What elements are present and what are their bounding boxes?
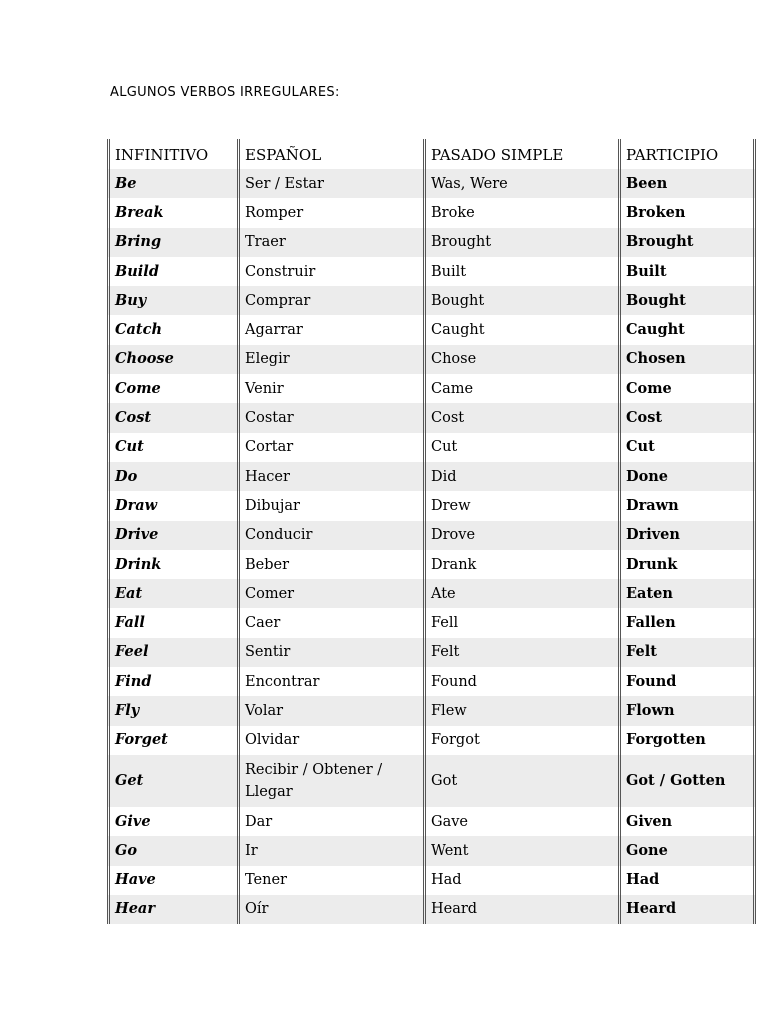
cell-participio: Chosen: [618, 345, 756, 374]
cell-participio: Eaten: [618, 579, 756, 608]
cell-espanol: Recibir / Obtener / Llegar: [237, 755, 423, 807]
cell-espanol: Ir: [237, 836, 423, 865]
cell-infinitivo: Be: [107, 169, 237, 198]
cell-participio: Caught: [618, 315, 756, 344]
cell-espanol: Dibujar: [237, 491, 423, 520]
table-header-row: [107, 139, 756, 169]
cell-participio: Fallen: [618, 608, 756, 637]
cell-infinitivo: Catch: [107, 315, 237, 344]
cell-infinitivo: Have: [107, 866, 237, 895]
table-row: [107, 491, 756, 520]
cell-infinitivo: Drink: [107, 550, 237, 579]
cell-infinitivo: Drive: [107, 521, 237, 550]
cell-infinitivo: Feel: [107, 638, 237, 667]
table-row: [107, 608, 756, 637]
cell-espanol: Elegir: [237, 345, 423, 374]
cell-participio: Drunk: [618, 550, 756, 579]
table-row: [107, 579, 756, 608]
document-title: ALGUNOS VERBOS IRREGULARES:: [110, 85, 340, 100]
table-row: [107, 315, 756, 344]
cell-participio: Bought: [618, 286, 756, 315]
table-row: [107, 755, 756, 807]
table-row: [107, 286, 756, 315]
cell-participio: Had: [618, 866, 756, 895]
cell-participio: Come: [618, 374, 756, 403]
cell-espanol: Agarrar: [237, 315, 423, 344]
table-row: [107, 462, 756, 491]
table-row: [107, 345, 756, 374]
cell-infinitivo: Fly: [107, 696, 237, 725]
cell-pasado: Came: [423, 374, 618, 403]
cell-pasado: Drew: [423, 491, 618, 520]
cell-espanol: Beber: [237, 550, 423, 579]
cell-infinitivo: Find: [107, 667, 237, 696]
cell-infinitivo: Get: [107, 755, 237, 807]
cell-espanol: Costar: [237, 403, 423, 432]
cell-participio: Drawn: [618, 491, 756, 520]
cell-participio: Gone: [618, 836, 756, 865]
cell-pasado: Gave: [423, 807, 618, 836]
cell-espanol: Hacer: [237, 462, 423, 491]
cell-pasado: Was, Were: [423, 169, 618, 198]
cell-participio: Cost: [618, 403, 756, 432]
cell-infinitivo: Cost: [107, 403, 237, 432]
cell-participio: Been: [618, 169, 756, 198]
cell-espanol: Cortar: [237, 433, 423, 462]
cell-participio: Driven: [618, 521, 756, 550]
cell-pasado: Flew: [423, 696, 618, 725]
cell-participio: Done: [618, 462, 756, 491]
cell-infinitivo: Draw: [107, 491, 237, 520]
cell-espanol: Tener: [237, 866, 423, 895]
cell-pasado: Brought: [423, 228, 618, 257]
cell-espanol: Volar: [237, 696, 423, 725]
cell-participio: Found: [618, 667, 756, 696]
table-row: [107, 374, 756, 403]
cell-infinitivo: Bring: [107, 228, 237, 257]
cell-espanol: Caer: [237, 608, 423, 637]
cell-pasado: Had: [423, 866, 618, 895]
cell-pasado: Forgot: [423, 726, 618, 755]
cell-pasado: Caught: [423, 315, 618, 344]
cell-espanol: Traer: [237, 228, 423, 257]
cell-espanol: Construir: [237, 257, 423, 286]
cell-infinitivo: Break: [107, 198, 237, 227]
cell-infinitivo: Give: [107, 807, 237, 836]
cell-infinitivo: Eat: [107, 579, 237, 608]
header-pasado-simple: PASADO SIMPLE: [423, 139, 618, 169]
cell-pasado: Ate: [423, 579, 618, 608]
table-row: [107, 169, 756, 198]
table-row: [107, 667, 756, 696]
header-espanol: ESPAÑOL: [237, 139, 423, 169]
table-row: [107, 228, 756, 257]
cell-infinitivo: Hear: [107, 895, 237, 924]
cell-participio: Heard: [618, 895, 756, 924]
cell-participio: Broken: [618, 198, 756, 227]
cell-infinitivo: Forget: [107, 726, 237, 755]
table-row: [107, 198, 756, 227]
cell-pasado: Fell: [423, 608, 618, 637]
cell-pasado: Chose: [423, 345, 618, 374]
table-row: [107, 807, 756, 836]
cell-participio: Brought: [618, 228, 756, 257]
cell-infinitivo: Do: [107, 462, 237, 491]
cell-pasado: Drank: [423, 550, 618, 579]
cell-participio: Flown: [618, 696, 756, 725]
cell-espanol: Encontrar: [237, 667, 423, 696]
cell-pasado: Cost: [423, 403, 618, 432]
table-body: [107, 169, 756, 924]
cell-espanol: Romper: [237, 198, 423, 227]
cell-espanol: Oír: [237, 895, 423, 924]
cell-participio: Forgotten: [618, 726, 756, 755]
table-row: [107, 638, 756, 667]
cell-participio: Cut: [618, 433, 756, 462]
cell-infinitivo: Cut: [107, 433, 237, 462]
header-participio: PARTICIPIO: [618, 139, 756, 169]
cell-infinitivo: Come: [107, 374, 237, 403]
cell-infinitivo: Choose: [107, 345, 237, 374]
cell-pasado: Broke: [423, 198, 618, 227]
cell-participio: Felt: [618, 638, 756, 667]
cell-espanol: Conducir: [237, 521, 423, 550]
header-infinitivo: INFINITIVO: [107, 139, 237, 169]
cell-participio: Given: [618, 807, 756, 836]
cell-pasado: Did: [423, 462, 618, 491]
cell-espanol: Comprar: [237, 286, 423, 315]
cell-espanol: Venir: [237, 374, 423, 403]
cell-pasado: Drove: [423, 521, 618, 550]
cell-espanol: Sentir: [237, 638, 423, 667]
table-row: [107, 726, 756, 755]
cell-infinitivo: Build: [107, 257, 237, 286]
table-row: [107, 895, 756, 924]
cell-pasado: Cut: [423, 433, 618, 462]
cell-espanol: Dar: [237, 807, 423, 836]
cell-pasado: Bought: [423, 286, 618, 315]
cell-espanol: Olvidar: [237, 726, 423, 755]
table-row: [107, 257, 756, 286]
table-row: [107, 696, 756, 725]
cell-infinitivo: Buy: [107, 286, 237, 315]
cell-espanol: Ser / Estar: [237, 169, 423, 198]
irregular-verbs-table: [107, 139, 756, 924]
table-row: [107, 550, 756, 579]
cell-participio: Built: [618, 257, 756, 286]
table-row: [107, 836, 756, 865]
cell-participio: Got / Gotten: [618, 755, 756, 807]
table-row: [107, 521, 756, 550]
table-row: [107, 866, 756, 895]
cell-espanol: Comer: [237, 579, 423, 608]
cell-pasado: Built: [423, 257, 618, 286]
cell-pasado: Went: [423, 836, 618, 865]
cell-infinitivo: Go: [107, 836, 237, 865]
cell-infinitivo: Fall: [107, 608, 237, 637]
cell-pasado: Heard: [423, 895, 618, 924]
table-row: [107, 433, 756, 462]
cell-pasado: Felt: [423, 638, 618, 667]
cell-pasado: Got: [423, 755, 618, 807]
table-row: [107, 403, 756, 432]
cell-pasado: Found: [423, 667, 618, 696]
